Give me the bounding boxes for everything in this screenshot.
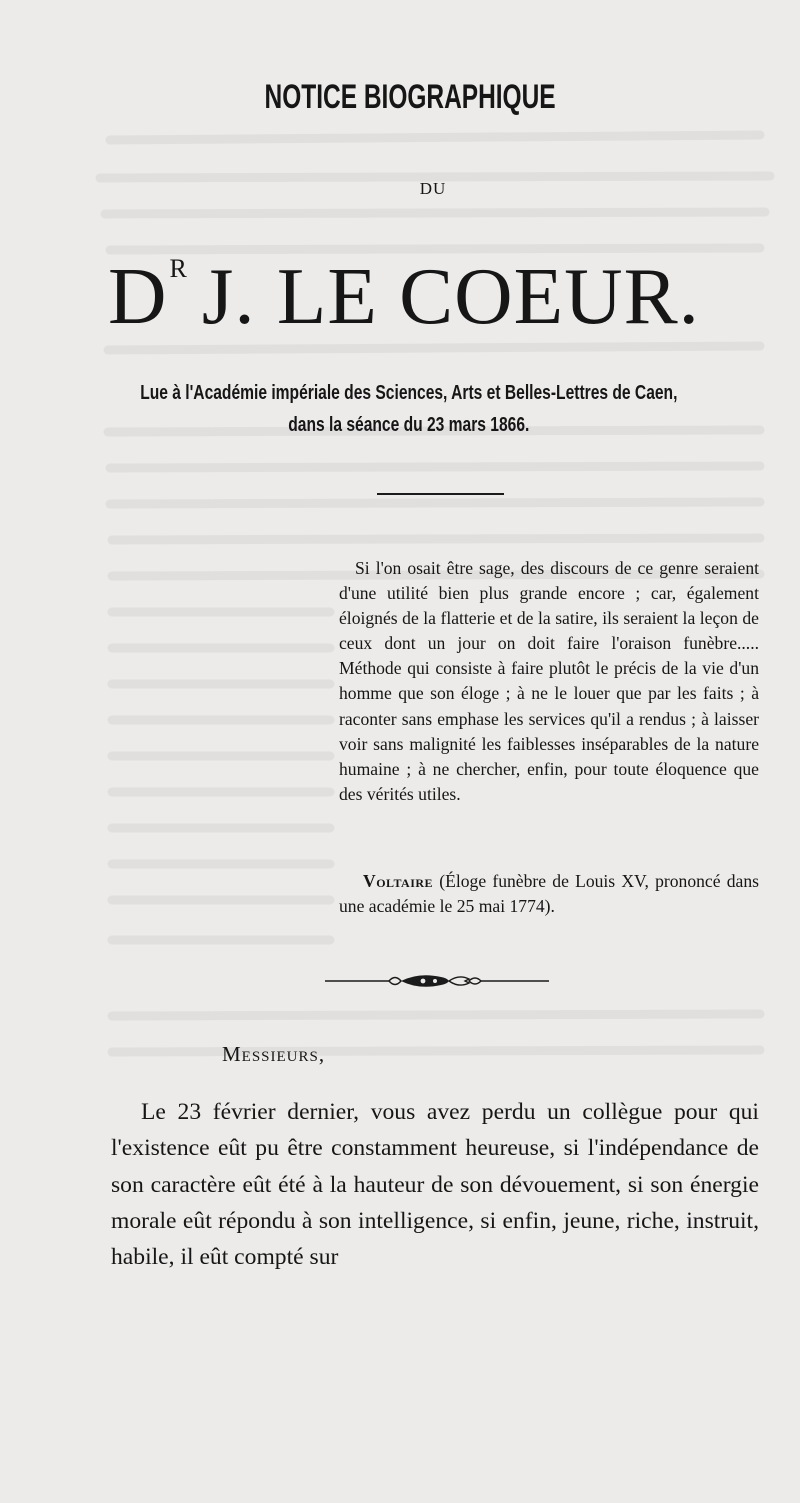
salutation: Messieurs,	[222, 1042, 326, 1066]
du-label: DU	[419, 179, 447, 198]
separator-rule	[377, 493, 504, 495]
name-superscript: R	[169, 254, 188, 283]
body-paragraph: Le 23 février dernier, vous avez perdu un collègue pour qui l'existence eût pu être constamment heureuse, si l'indépendance de son caractère eût été à la hauteur de son dévouement, si son énergie morale eût répondu à son intelligence, si enfin, jeune, riche, instruit, habile, il eût compté sur	[111, 1099, 759, 1271]
epigraph-attribution	[339, 869, 759, 919]
reading-line-1: Lue à l'Académie impériale des Sciences, Arts et Belles-Lettres de Caen,	[140, 382, 678, 404]
doctor-name	[108, 250, 768, 343]
ornament-divider	[325, 972, 549, 990]
notice-title: NOTICE BIOGRAPHIQUE	[264, 78, 556, 116]
name-main: J. LE COEUR.	[201, 251, 700, 341]
name-prefix: D	[108, 251, 168, 341]
epigraph-author: Voltaire	[363, 871, 434, 891]
reading-line-2: dans la séance du 23 mars 1866.	[288, 414, 530, 436]
epigraph-text: Si l'on osait être sage, des discours de ce genre seraient d'une utilité bien plus grande encore ; car, également éloignés de la flatterie et de la satire, ils seraient la leçon de ceux dont un jour on doit faire l'oraison funèbre..... Méthode qui consiste à faire plutôt le précis de la vie d'un homme que son éloge ; à ne le louer que par les faits ; à raconter sans emphase les services qu'il a rendus ; à laisser voir sans malignité les faiblesses inséparables de la nature humaine ; à ne chercher, enfin, pour toute éloquence que des vérités utiles.	[339, 558, 759, 804]
epigraph-source: (Éloge funèbre de Louis XV, prononcé dans une académie le 25 mai 1774).	[339, 871, 759, 917]
